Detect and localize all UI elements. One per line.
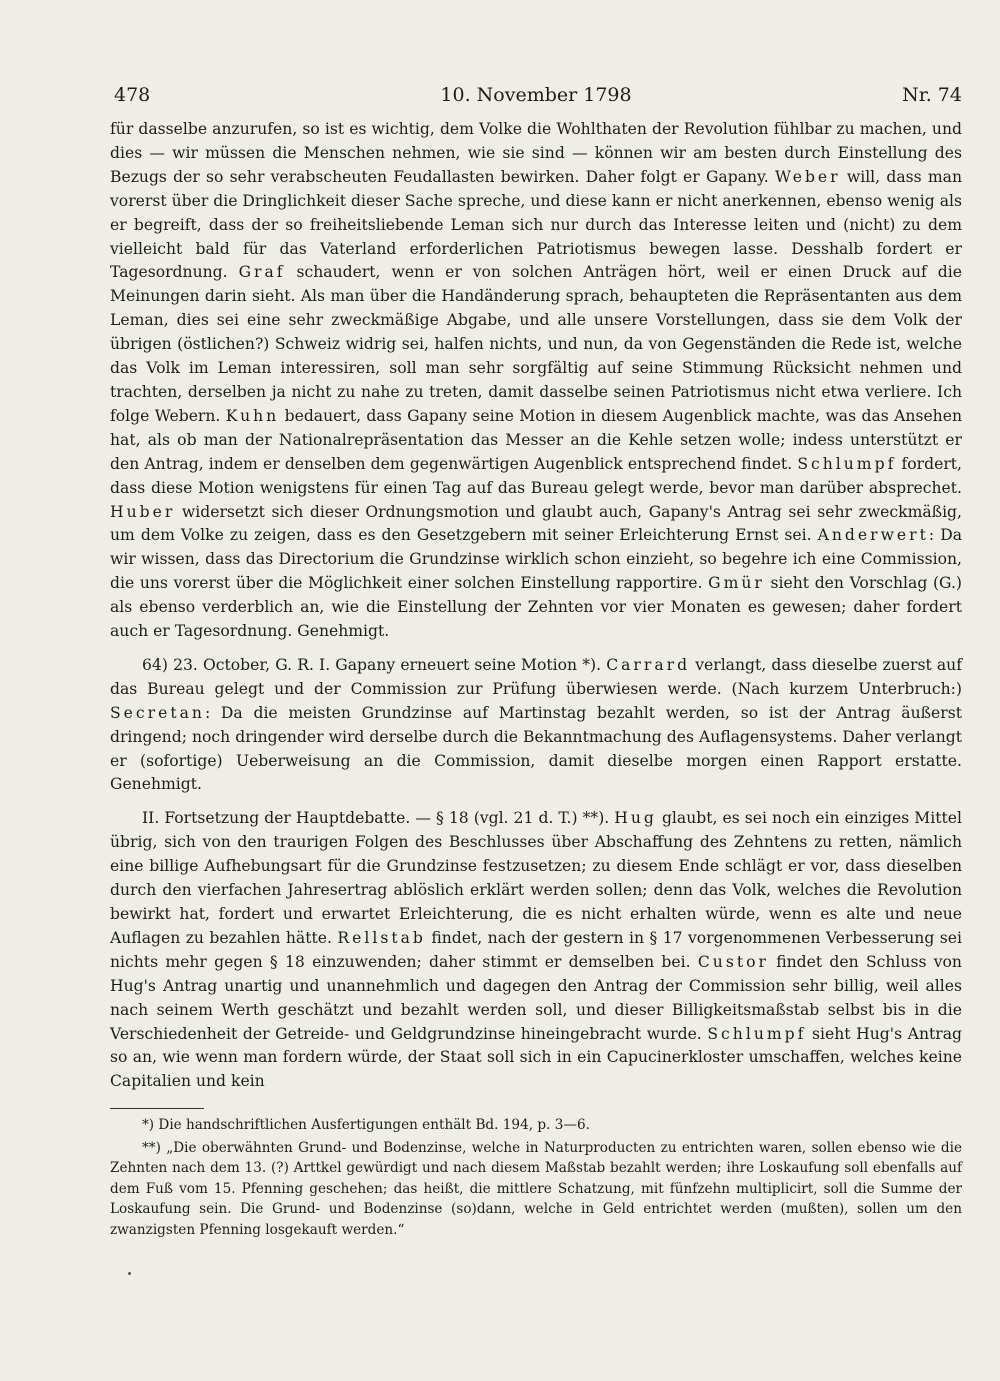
text-run: : Da die meisten Grundzinse auf Martinstag bezahlt werden, so ist der Antrag äußerst dringend; noch dringender wird derselbe durch die Bekanntmachung des Auflagensystems. Daher verlangt er (sofortige) Ueberweisung an die Commission, damit dieselbe morgen einen Rapport erstatte. Genehmigt.: [110, 703, 962, 794]
paragraph-main-debate: [110, 807, 962, 1094]
paragraph-gap: [110, 797, 962, 807]
speaker-name: Carrard: [606, 655, 691, 674]
paper-speck: [128, 1272, 131, 1275]
text-run: sieht Hug's Antrag so an, wie wenn man fordern würde, der Staat soll sich in ein Capucinerkloster umschaffen, welches keine Capitalien und kein: [110, 1024, 962, 1091]
speaker-name: Gmür: [708, 574, 765, 593]
text-run: 64) 23. October, G. R. I. Gapany erneuert seine Motion *).: [142, 655, 607, 674]
text-run: fordert, dass diese Motion wenigstens für einen Tag auf das Bureau gelegt werde, bevor man darüber absprechet.: [110, 454, 962, 497]
footnote-1: *) Die handschriftlichen Ausfertigungen enthält Bd. 194, p. 3—6.: [142, 1117, 590, 1134]
speaker-name: Custor: [697, 952, 769, 971]
text-run: sieht den Vorschlag (G.) als ebenso verderblich an, wie die Einstellung der Zehnten vor vier Monaten es gewesen; daher fordert auch er Tagesordnung. Genehmigt.: [110, 574, 962, 641]
speaker-name: Hug: [614, 809, 657, 828]
speaker-name: Schlumpf: [797, 454, 897, 473]
text-run: bedauert, dass Gapany seine Motion in diesem Augenblick machte, was das Ansehen hat, als ob man der Nationalrepräsentation das Messer an die Kehle setzen wolle; indess unterstützt er den Antrag, indem er denselben dem gegenwärtigen Augenblick entsprechend findet.: [110, 406, 962, 473]
speaker-name: Huber: [110, 502, 176, 521]
text-run: verlangt, dass dieselbe zuerst auf das Bureau gelegt und der Commission zur Prüfung überwiesen werde. (Nach kurzem Unterbruch:): [110, 655, 963, 698]
footnote-2: **) „Die oberwähnten Grund- und Bodenzinse, welche in Naturproducten zu entrichten waren, sollen ebenso wie die Zehnten nach dem 13. (?) Arttkel gewürdigt und nach diesem Maßstab bezahlt werden; ihre Loskaufung soll ebenfalls auf dem Fuß vom 15. Pfenning geschehen; das heißt, die mittlere Schatzung, mit fünfzehn multiplicirt, soll die Summe der Loskaufung sein. Die Grund- und Bodenzinse (so)dann, welche in Geld entrichtet werden (mußten), sollen um den zwanzigsten Pfenning losgekauft werden.“: [110, 1139, 962, 1238]
header-date: 10. November 1798: [440, 84, 632, 106]
text-run: glaubt, es sei noch ein einziges Mittel übrig, sich von den traurigen Folgen des Beschlusses über Abschaffung des Zehntens zu retten, nämlich eine billige Aufhebungsart für die Grundzinse festzusetzen; zu diesem Ende schlägt er vor, dass dieselben durch den vierfachen Jahresertrag ablöslich erklärt werden sollen; denn das Volk, welches die Revolution bewirkt hat, fordert und erwartet Erleichterung, die es nicht erhalten würde, wenn es alte und neue Auflagen zu bezahlen hätte.: [110, 809, 962, 947]
speaker-name: Weber: [774, 167, 841, 186]
paragraph-session-64: [110, 654, 962, 797]
speaker-name: Kuhn: [225, 406, 280, 425]
text-run: will, dass man vorerst über die Dringlichkeit dieser Sache spreche, und diese kann er nicht anerkennen, ebenso wenig als er begreift, dass der so freiheitsliebende Leman sich nur durch das Interesse leiten und (nicht) zu dem vielleicht bald für das Vaterland erforderlichen Patriotismus bewegen lasse. Desshalb fordert er Tagesordnung.: [110, 167, 962, 282]
page-number: 478: [114, 84, 151, 106]
text-run: II. Fortsetzung der Hauptdebatte. — § 18 (vgl. 21 d. T.) **).: [142, 809, 615, 828]
text-run: findet den Schluss von Hug's Antrag unartig und unannehmlich und dagegen den Antrag der Commission sehr billig, weil alles nach seinem Werth geschätzt und bezahlt werden soll, und dieser Billigkeitsmaßstab selbst bis in die Verschiedenheit der Getreide- und Geldgrundzinse hineingebracht wurde.: [110, 952, 962, 1043]
text-run: : Da wir wissen, dass das Directorium die Grundzinse wirklich schon einzieht, so begehre ich eine Commission, die uns vorerst über die Möglichkeit einer solchen Einstellung rapportire.: [110, 526, 962, 593]
text-run: widersetzt sich dieser Ordnungsmotion und glaubt auch, Gapany's Antrag sei sehr zweckmäßig, um dem Volke zu zeigen, dass es den Gesetzgebern mit seiner Erleichterung Ernst sei.: [110, 502, 962, 545]
speaker-name: Graf: [238, 263, 286, 282]
speaker-name: Secretan: [110, 703, 205, 722]
paragraph-continuation: [110, 118, 962, 644]
main-text: [110, 118, 962, 1240]
page-header: [110, 84, 962, 114]
speaker-name: Anderwert: [817, 526, 929, 545]
text-run: findet, nach der gestern in § 17 vorgenommenen Verbesserung sei nichts mehr gegen § 18 einzuwenden; daher stimmt er demselben bei.: [110, 928, 962, 971]
document-number: Nr. 74: [902, 84, 962, 106]
paragraph-gap: [110, 644, 962, 654]
speaker-name: Rellstab: [337, 928, 426, 947]
footnote-rule: [110, 1108, 204, 1109]
text-run: für dasselbe anzurufen, so ist es wichtig, dem Volke die Wohlthaten der Revolution fühlbar zu machen, und dies — wir müssen die Menschen nehmen, wie sie sind — können wir am besten durch Einstellung des Bezugs der so sehr verabscheuten Feudallasten bewirken. Daher folgt er Gapany.: [110, 120, 962, 186]
text-run: schaudert, wenn er von solchen Anträgen hört, weil er einen Druck auf die Meinungen darin sieht. Als man über die Handänderung sprach, behaupteten die Repräsentanten aus dem Leman, dies sei eine sehr zweckmäßige Abgabe, und alle unsere Vorstellungen, dass sie dem Volk der übrigen (östlichen?) Schweiz widrig sei, halfen nichts, und nun, da von Gegenständen die Rede ist, welche das Volk im Leman interessiren, soll man sehr sorgfältig auf seine Stimmung Rücksicht nehmen und trachten, derselben ja nicht zu nahe zu treten, damit dasselbe seinen Patriotismus nicht etwa verliere. Ich folge Webern.: [110, 263, 962, 425]
speaker-name: Schlumpf: [707, 1024, 807, 1043]
